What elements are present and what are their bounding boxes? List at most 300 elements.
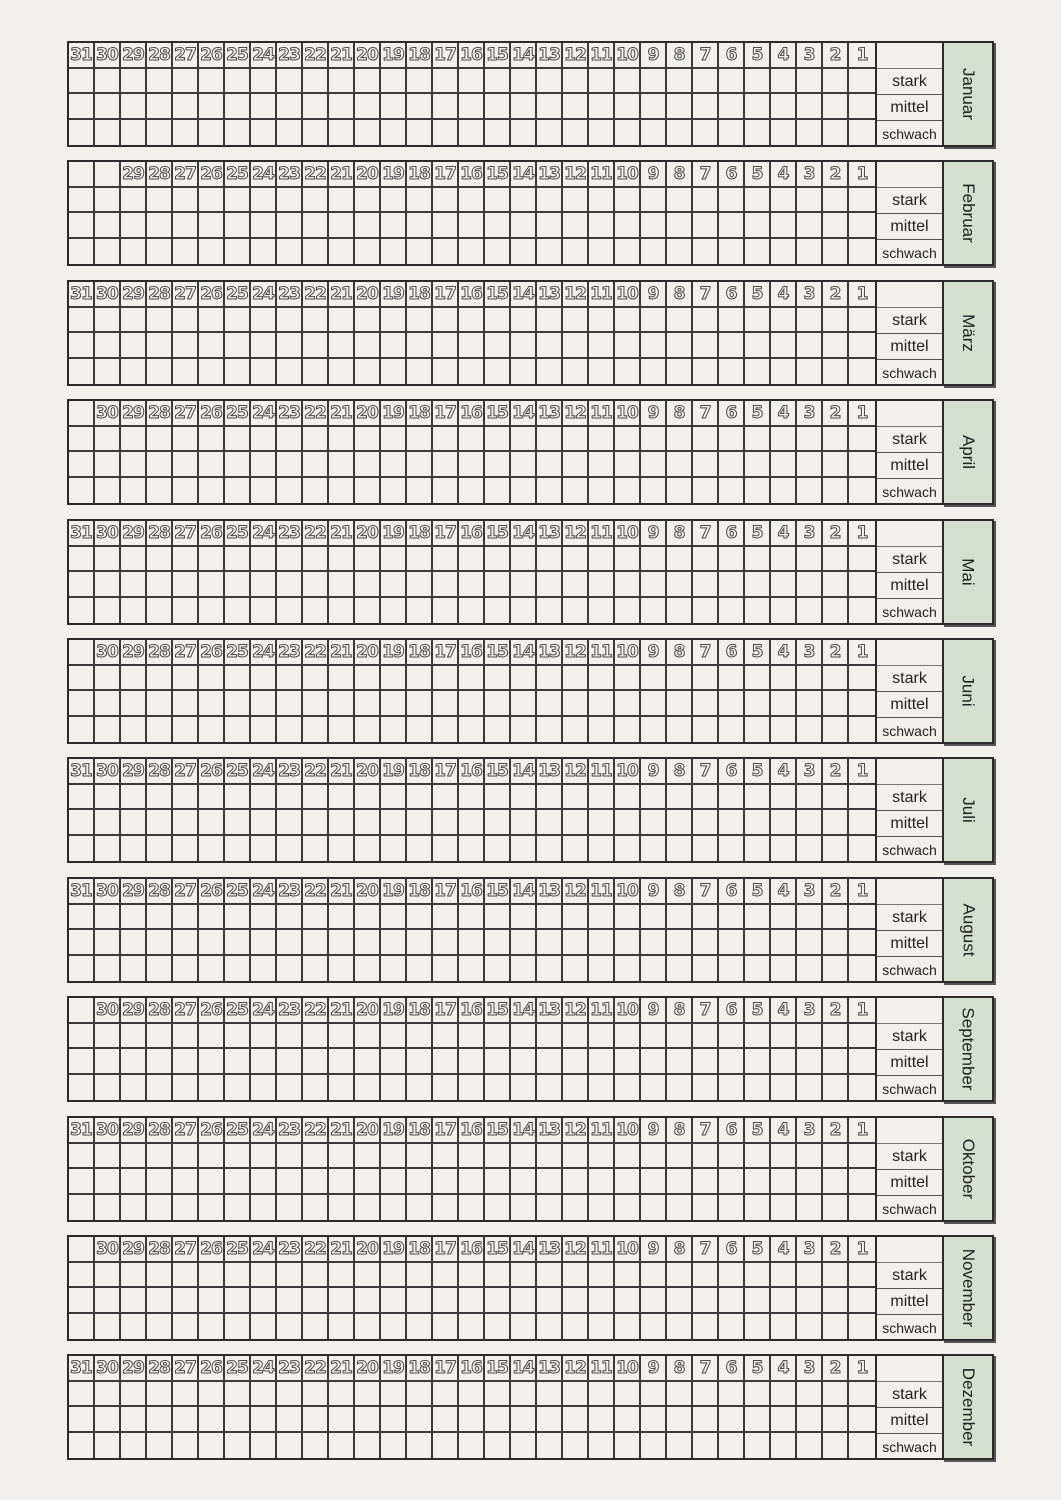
tracker-cell[interactable] [771,1314,797,1340]
tracker-cell[interactable] [823,572,849,598]
tracker-cell[interactable] [693,239,719,265]
tracker-cell[interactable] [355,717,381,743]
tracker-cell[interactable] [849,930,875,956]
tracker-cell[interactable] [615,1263,641,1289]
tracker-cell[interactable] [563,1433,589,1459]
tracker-cell[interactable] [95,120,121,146]
tracker-cell[interactable] [537,333,563,359]
tracker-cell[interactable] [615,1049,641,1075]
tracker-cell[interactable] [69,572,95,598]
tracker-cell[interactable] [95,94,121,120]
tracker-cell[interactable] [355,1024,381,1050]
tracker-cell[interactable] [615,452,641,478]
tracker-cell[interactable] [199,188,225,214]
tracker-cell[interactable] [771,1407,797,1433]
tracker-cell[interactable] [407,478,433,504]
tracker-cell[interactable] [745,905,771,931]
tracker-cell[interactable] [719,666,745,692]
tracker-cell[interactable] [667,691,693,717]
tracker-cell[interactable] [485,930,511,956]
tracker-cell[interactable] [849,333,875,359]
tracker-cell[interactable] [147,1195,173,1221]
tracker-cell[interactable] [459,1433,485,1459]
tracker-cell[interactable] [615,1075,641,1101]
tracker-cell[interactable] [797,598,823,624]
tracker-cell[interactable] [69,1075,95,1101]
tracker-cell[interactable] [407,188,433,214]
tracker-cell[interactable] [511,1407,537,1433]
tracker-cell[interactable] [511,1382,537,1408]
tracker-cell[interactable] [589,1433,615,1459]
tracker-cell[interactable] [615,956,641,982]
tracker-cell[interactable] [251,213,277,239]
tracker-cell[interactable] [329,1024,355,1050]
tracker-cell[interactable] [745,785,771,811]
tracker-cell[interactable] [615,1169,641,1195]
tracker-cell[interactable] [225,785,251,811]
tracker-cell[interactable] [329,810,355,836]
tracker-cell[interactable] [355,930,381,956]
tracker-cell[interactable] [589,1024,615,1050]
tracker-cell[interactable] [771,427,797,453]
tracker-cell[interactable] [199,836,225,862]
tracker-cell[interactable] [719,1314,745,1340]
tracker-cell[interactable] [537,691,563,717]
tracker-cell[interactable] [303,1288,329,1314]
tracker-cell[interactable] [745,1049,771,1075]
tracker-cell[interactable] [459,308,485,334]
tracker-cell[interactable] [147,691,173,717]
tracker-cell[interactable] [355,308,381,334]
tracker-cell[interactable] [771,836,797,862]
tracker-cell[interactable] [303,1075,329,1101]
tracker-cell[interactable] [199,691,225,717]
tracker-cell[interactable] [693,1263,719,1289]
tracker-cell[interactable] [667,333,693,359]
tracker-cell[interactable] [693,69,719,95]
tracker-cell[interactable] [121,1263,147,1289]
tracker-cell[interactable] [667,120,693,146]
tracker-cell[interactable] [69,717,95,743]
tracker-cell[interactable] [199,1263,225,1289]
tracker-cell[interactable] [719,213,745,239]
tracker-cell[interactable] [251,1263,277,1289]
tracker-cell[interactable] [147,213,173,239]
tracker-cell[interactable] [277,785,303,811]
tracker-cell[interactable] [95,572,121,598]
tracker-cell[interactable] [225,120,251,146]
tracker-cell[interactable] [771,930,797,956]
tracker-cell[interactable] [589,810,615,836]
tracker-cell[interactable] [589,1263,615,1289]
tracker-cell[interactable] [355,1433,381,1459]
tracker-cell[interactable] [641,188,667,214]
tracker-cell[interactable] [459,1049,485,1075]
tracker-cell[interactable] [693,836,719,862]
tracker-cell[interactable] [511,333,537,359]
tracker-cell[interactable] [771,1169,797,1195]
tracker-cell[interactable] [381,1144,407,1170]
tracker-cell[interactable] [485,1144,511,1170]
tracker-cell[interactable] [771,598,797,624]
tracker-cell[interactable] [849,478,875,504]
tracker-cell[interactable] [667,547,693,573]
tracker-cell[interactable] [173,1075,199,1101]
tracker-cell[interactable] [225,1144,251,1170]
tracker-cell[interactable] [771,785,797,811]
tracker-cell[interactable] [355,836,381,862]
tracker-cell[interactable] [849,452,875,478]
tracker-cell[interactable] [589,1314,615,1340]
tracker-cell[interactable] [303,930,329,956]
tracker-cell[interactable] [615,810,641,836]
tracker-cell[interactable] [407,1382,433,1408]
tracker-cell[interactable] [355,1407,381,1433]
tracker-cell[interactable] [147,810,173,836]
tracker-cell[interactable] [563,188,589,214]
tracker-cell[interactable] [251,1144,277,1170]
tracker-cell[interactable] [121,1433,147,1459]
tracker-cell[interactable] [173,956,199,982]
tracker-cell[interactable] [823,905,849,931]
tracker-cell[interactable] [563,1144,589,1170]
tracker-cell[interactable] [511,452,537,478]
tracker-cell[interactable] [199,1407,225,1433]
tracker-cell[interactable] [615,572,641,598]
tracker-cell[interactable] [121,452,147,478]
tracker-cell[interactable] [849,1075,875,1101]
tracker-cell[interactable] [251,120,277,146]
tracker-cell[interactable] [407,1263,433,1289]
tracker-cell[interactable] [355,452,381,478]
tracker-cell[interactable] [329,452,355,478]
tracker-cell[interactable] [823,717,849,743]
tracker-cell[interactable] [329,1049,355,1075]
tracker-cell[interactable] [121,359,147,385]
tracker-cell[interactable] [381,1263,407,1289]
tracker-cell[interactable] [173,598,199,624]
tracker-cell[interactable] [693,810,719,836]
tracker-cell[interactable] [823,1314,849,1340]
tracker-cell[interactable] [641,359,667,385]
tracker-cell[interactable] [433,1433,459,1459]
tracker-cell[interactable] [823,956,849,982]
tracker-cell[interactable] [641,666,667,692]
tracker-cell[interactable] [303,785,329,811]
tracker-cell[interactable] [95,691,121,717]
tracker-cell[interactable] [407,930,433,956]
tracker-cell[interactable] [355,478,381,504]
tracker-cell[interactable] [277,1169,303,1195]
tracker-cell[interactable] [303,452,329,478]
tracker-cell[interactable] [719,1407,745,1433]
tracker-cell[interactable] [823,359,849,385]
tracker-cell[interactable] [407,956,433,982]
tracker-cell[interactable] [407,213,433,239]
tracker-cell[interactable] [69,691,95,717]
tracker-cell[interactable] [251,94,277,120]
tracker-cell[interactable] [121,1314,147,1340]
tracker-cell[interactable] [69,930,95,956]
tracker-cell[interactable] [849,1024,875,1050]
tracker-cell[interactable] [381,836,407,862]
tracker-cell[interactable] [563,572,589,598]
tracker-cell[interactable] [95,930,121,956]
tracker-cell[interactable] [849,666,875,692]
tracker-cell[interactable] [771,120,797,146]
tracker-cell[interactable] [771,717,797,743]
tracker-cell[interactable] [407,1075,433,1101]
tracker-cell[interactable] [277,69,303,95]
tracker-cell[interactable] [849,1407,875,1433]
tracker-cell[interactable] [849,905,875,931]
tracker-cell[interactable] [121,691,147,717]
tracker-cell[interactable] [69,478,95,504]
tracker-cell[interactable] [95,598,121,624]
tracker-cell[interactable] [589,308,615,334]
tracker-cell[interactable] [485,717,511,743]
tracker-cell[interactable] [173,1263,199,1289]
tracker-cell[interactable] [121,333,147,359]
tracker-cell[interactable] [147,785,173,811]
tracker-cell[interactable] [433,120,459,146]
tracker-cell[interactable] [277,810,303,836]
tracker-cell[interactable] [303,1169,329,1195]
tracker-cell[interactable] [745,94,771,120]
tracker-cell[interactable] [173,1144,199,1170]
tracker-cell[interactable] [147,239,173,265]
tracker-cell[interactable] [745,598,771,624]
tracker-cell[interactable] [719,452,745,478]
tracker-cell[interactable] [511,427,537,453]
tracker-cell[interactable] [485,213,511,239]
tracker-cell[interactable] [745,478,771,504]
tracker-cell[interactable] [381,785,407,811]
tracker-cell[interactable] [641,120,667,146]
tracker-cell[interactable] [95,1314,121,1340]
tracker-cell[interactable] [641,1263,667,1289]
tracker-cell[interactable] [121,308,147,334]
tracker-cell[interactable] [173,1382,199,1408]
tracker-cell[interactable] [433,1263,459,1289]
tracker-cell[interactable] [823,239,849,265]
tracker-cell[interactable] [485,478,511,504]
tracker-cell[interactable] [667,717,693,743]
tracker-cell[interactable] [719,69,745,95]
tracker-cell[interactable] [719,308,745,334]
tracker-cell[interactable] [485,598,511,624]
tracker-cell[interactable] [355,69,381,95]
tracker-cell[interactable] [771,478,797,504]
tracker-cell[interactable] [381,691,407,717]
tracker-cell[interactable] [563,691,589,717]
tracker-cell[interactable] [563,239,589,265]
tracker-cell[interactable] [173,905,199,931]
tracker-cell[interactable] [381,956,407,982]
tracker-cell[interactable] [95,1144,121,1170]
tracker-cell[interactable] [641,717,667,743]
tracker-cell[interactable] [147,69,173,95]
tracker-cell[interactable] [641,69,667,95]
tracker-cell[interactable] [251,547,277,573]
tracker-cell[interactable] [147,478,173,504]
tracker-cell[interactable] [693,333,719,359]
tracker-cell[interactable] [849,94,875,120]
tracker-cell[interactable] [485,1075,511,1101]
tracker-cell[interactable] [329,1169,355,1195]
tracker-cell[interactable] [771,691,797,717]
tracker-cell[interactable] [95,478,121,504]
tracker-cell[interactable] [355,691,381,717]
tracker-cell[interactable] [459,1024,485,1050]
tracker-cell[interactable] [433,691,459,717]
tracker-cell[interactable] [511,120,537,146]
tracker-cell[interactable] [147,359,173,385]
tracker-cell[interactable] [797,956,823,982]
tracker-cell[interactable] [745,1144,771,1170]
tracker-cell[interactable] [537,1433,563,1459]
tracker-cell[interactable] [719,930,745,956]
tracker-cell[interactable] [277,1024,303,1050]
tracker-cell[interactable] [641,239,667,265]
tracker-cell[interactable] [563,1195,589,1221]
tracker-cell[interactable] [823,930,849,956]
tracker-cell[interactable] [823,691,849,717]
tracker-cell[interactable] [381,810,407,836]
tracker-cell[interactable] [381,572,407,598]
tracker-cell[interactable] [563,1049,589,1075]
tracker-cell[interactable] [797,905,823,931]
tracker-cell[interactable] [95,1195,121,1221]
tracker-cell[interactable] [797,1144,823,1170]
tracker-cell[interactable] [849,1433,875,1459]
tracker-cell[interactable] [459,69,485,95]
tracker-cell[interactable] [381,1433,407,1459]
tracker-cell[interactable] [797,930,823,956]
tracker-cell[interactable] [849,1263,875,1289]
tracker-cell[interactable] [693,666,719,692]
tracker-cell[interactable] [589,239,615,265]
tracker-cell[interactable] [355,120,381,146]
tracker-cell[interactable] [95,188,121,214]
tracker-cell[interactable] [537,1314,563,1340]
tracker-cell[interactable] [251,239,277,265]
tracker-cell[interactable] [693,691,719,717]
tracker-cell[interactable] [485,1433,511,1459]
tracker-cell[interactable] [485,691,511,717]
tracker-cell[interactable] [199,1195,225,1221]
tracker-cell[interactable] [771,1263,797,1289]
tracker-cell[interactable] [69,1169,95,1195]
tracker-cell[interactable] [693,213,719,239]
tracker-cell[interactable] [797,785,823,811]
tracker-cell[interactable] [199,213,225,239]
tracker-cell[interactable] [719,1433,745,1459]
tracker-cell[interactable] [277,188,303,214]
tracker-cell[interactable] [147,572,173,598]
tracker-cell[interactable] [95,956,121,982]
tracker-cell[interactable] [277,1075,303,1101]
tracker-cell[interactable] [615,120,641,146]
tracker-cell[interactable] [355,1075,381,1101]
tracker-cell[interactable] [537,1288,563,1314]
tracker-cell[interactable] [485,905,511,931]
tracker-cell[interactable] [693,1288,719,1314]
tracker-cell[interactable] [693,956,719,982]
tracker-cell[interactable] [95,333,121,359]
tracker-cell[interactable] [615,94,641,120]
tracker-cell[interactable] [355,94,381,120]
tracker-cell[interactable] [589,930,615,956]
tracker-cell[interactable] [641,1288,667,1314]
tracker-cell[interactable] [121,810,147,836]
tracker-cell[interactable] [485,452,511,478]
tracker-cell[interactable] [147,905,173,931]
tracker-cell[interactable] [69,1382,95,1408]
tracker-cell[interactable] [719,836,745,862]
tracker-cell[interactable] [147,1407,173,1433]
tracker-cell[interactable] [433,930,459,956]
tracker-cell[interactable] [719,333,745,359]
tracker-cell[interactable] [69,1195,95,1221]
tracker-cell[interactable] [277,836,303,862]
tracker-cell[interactable] [537,547,563,573]
tracker-cell[interactable] [225,1169,251,1195]
tracker-cell[interactable] [797,717,823,743]
tracker-cell[interactable] [459,94,485,120]
tracker-cell[interactable] [251,1382,277,1408]
tracker-cell[interactable] [459,452,485,478]
tracker-cell[interactable] [693,188,719,214]
tracker-cell[interactable] [407,572,433,598]
tracker-cell[interactable] [173,836,199,862]
tracker-cell[interactable] [797,1314,823,1340]
tracker-cell[interactable] [95,810,121,836]
tracker-cell[interactable] [407,1433,433,1459]
tracker-cell[interactable] [719,359,745,385]
tracker-cell[interactable] [641,1169,667,1195]
tracker-cell[interactable] [225,478,251,504]
tracker-cell[interactable] [589,666,615,692]
tracker-cell[interactable] [719,1049,745,1075]
tracker-cell[interactable] [589,572,615,598]
tracker-cell[interactable] [589,785,615,811]
tracker-cell[interactable] [563,956,589,982]
tracker-cell[interactable] [329,213,355,239]
tracker-cell[interactable] [251,308,277,334]
tracker-cell[interactable] [95,836,121,862]
tracker-cell[interactable] [641,1024,667,1050]
tracker-cell[interactable] [225,1407,251,1433]
tracker-cell[interactable] [823,785,849,811]
tracker-cell[interactable] [355,1049,381,1075]
tracker-cell[interactable] [797,94,823,120]
tracker-cell[interactable] [199,598,225,624]
tracker-cell[interactable] [485,1407,511,1433]
tracker-cell[interactable] [381,1195,407,1221]
tracker-cell[interactable] [693,1144,719,1170]
tracker-cell[interactable] [277,1195,303,1221]
tracker-cell[interactable] [329,547,355,573]
tracker-cell[interactable] [849,359,875,385]
tracker-cell[interactable] [693,427,719,453]
tracker-cell[interactable] [95,69,121,95]
tracker-cell[interactable] [69,785,95,811]
tracker-cell[interactable] [277,94,303,120]
tracker-cell[interactable] [797,333,823,359]
tracker-cell[interactable] [537,1382,563,1408]
tracker-cell[interactable] [95,905,121,931]
